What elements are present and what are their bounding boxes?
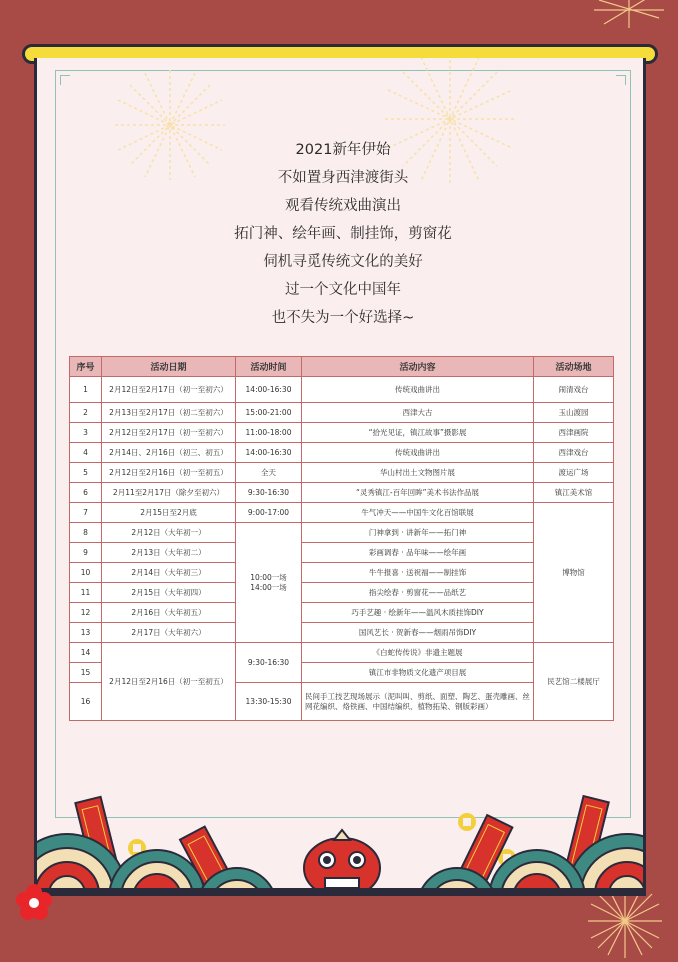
lion-dance-head-icon bbox=[304, 830, 380, 894]
intro-poem bbox=[37, 136, 646, 332]
table-row bbox=[70, 423, 614, 443]
schedule-table bbox=[69, 356, 614, 721]
cell-time-merged: 10:00一场 14:00一场 bbox=[236, 523, 302, 643]
table-row bbox=[70, 377, 614, 403]
table-row bbox=[70, 603, 614, 623]
cell-no: 5 bbox=[70, 463, 102, 483]
cell-content: 传统戏曲讲出 bbox=[302, 443, 534, 463]
cell-date-merged: 2月12日至2月16日（初一至初五） bbox=[102, 643, 236, 721]
bottom-decoration bbox=[37, 748, 646, 894]
cell-content: 牛牛报喜 · 送祝福——制挂饰 bbox=[302, 563, 534, 583]
cell-no: 15 bbox=[70, 663, 102, 683]
cell-no: 1 bbox=[70, 377, 102, 403]
cell-time: 13:30-15:30 bbox=[236, 683, 302, 721]
header-date: 活动日期 bbox=[102, 357, 236, 377]
header-time: 活动时间 bbox=[236, 357, 302, 377]
cell-content: “拾光见证，镇江故事”摄影展 bbox=[302, 423, 534, 443]
cell-date: 2月13日（大年初二） bbox=[102, 543, 236, 563]
table-row bbox=[70, 643, 614, 663]
cell-venue: 渡运广场 bbox=[534, 463, 614, 483]
poem-line: 2021新年伊始 bbox=[295, 142, 391, 158]
cell-time: 全天 bbox=[236, 463, 302, 483]
table-row bbox=[70, 583, 614, 603]
cell-content: 西津大古 bbox=[302, 403, 534, 423]
poem-line: 观看传统戏曲演出 bbox=[285, 198, 401, 214]
cell-date: 2月13日至2月17日（初二至初六） bbox=[102, 403, 236, 423]
cell-content: 《白蛇传传说》非遗主题展 bbox=[302, 643, 534, 663]
firework-top-right bbox=[594, 0, 664, 30]
cell-content: 彩画调春 · 品年味——绘年画 bbox=[302, 543, 534, 563]
cell-time: 11:00-18:00 bbox=[236, 423, 302, 443]
cell-date: 2月11至2月17日（除夕至初六） bbox=[102, 483, 236, 503]
table-row bbox=[70, 443, 614, 463]
cell-time: 14:00-16:30 bbox=[236, 443, 302, 463]
cell-no: 12 bbox=[70, 603, 102, 623]
table-row bbox=[70, 483, 614, 503]
cell-time: 9:30-16:30 bbox=[236, 483, 302, 503]
cell-no: 3 bbox=[70, 423, 102, 443]
cell-date: 2月12日（大年初一） bbox=[102, 523, 236, 543]
cell-no: 8 bbox=[70, 523, 102, 543]
cell-no: 11 bbox=[70, 583, 102, 603]
cell-no: 2 bbox=[70, 403, 102, 423]
cell-time: 9:00-17:00 bbox=[236, 503, 302, 523]
poem-line: 伺机寻觅传统文化的美好 bbox=[263, 254, 423, 270]
cell-no: 7 bbox=[70, 503, 102, 523]
scroll-bottom-rod bbox=[34, 888, 646, 896]
table-header-row bbox=[70, 357, 614, 377]
table-row bbox=[70, 523, 614, 543]
cell-date: 2月12日至2月16日（初一至初五） bbox=[102, 463, 236, 483]
cell-time-merged: 9:30-16:30 bbox=[236, 643, 302, 683]
poem-line: 过一个文化中国年 bbox=[285, 282, 401, 298]
cell-content: 传统戏曲讲出 bbox=[302, 377, 534, 403]
cell-venue: 西津戏台 bbox=[534, 443, 614, 463]
cell-content: “灵秀镇江-百年回眸”美术书法作品展 bbox=[302, 483, 534, 503]
cell-no: 14 bbox=[70, 643, 102, 663]
flower-icon bbox=[16, 884, 52, 920]
cell-content: 华山村出土文物图片展 bbox=[302, 463, 534, 483]
poem-line: 不如置身西津渡街头 bbox=[277, 170, 409, 186]
cell-content: 民间手工技艺现场展示（泥叫叫、剪纸、面塑、陶艺、蛋壳雕画、丝网花编织、烙铁画、中国结编织、植物拓染、钢版彩画） bbox=[302, 683, 534, 721]
cell-date: 2月12日至2月17日（初一至初六） bbox=[102, 377, 236, 403]
cell-date: 2月17日（大年初六） bbox=[102, 623, 236, 643]
wave-pattern-right bbox=[417, 834, 646, 894]
cell-no: 13 bbox=[70, 623, 102, 643]
header-content: 活动内容 bbox=[302, 357, 534, 377]
cell-date: 2月15日（大年初四） bbox=[102, 583, 236, 603]
table-row bbox=[70, 403, 614, 423]
coin-icon bbox=[458, 813, 476, 831]
cell-content: 国风艺长 · 贺新春——烟雨吊饰DIY bbox=[302, 623, 534, 643]
cell-no: 6 bbox=[70, 483, 102, 503]
cell-no: 16 bbox=[70, 683, 102, 721]
cell-venue: 玉山渡园 bbox=[534, 403, 614, 423]
cell-content: 巧手艺趣 · 绘新年——温风木质挂饰DIY bbox=[302, 603, 534, 623]
cell-no: 9 bbox=[70, 543, 102, 563]
cell-no: 10 bbox=[70, 563, 102, 583]
table-row bbox=[70, 463, 614, 483]
frame-corner bbox=[60, 75, 70, 85]
cell-date: 2月12日至2月17日（初一至初六） bbox=[102, 423, 236, 443]
cell-no: 4 bbox=[70, 443, 102, 463]
cell-time: 15:00-21:00 bbox=[236, 403, 302, 423]
header-no: 序号 bbox=[70, 357, 102, 377]
table-row bbox=[70, 623, 614, 643]
table-row bbox=[70, 563, 614, 583]
cell-venue-merged: 民艺馆二楼展厅 bbox=[534, 643, 614, 721]
cell-date: 2月14日（大年初三） bbox=[102, 563, 236, 583]
cell-date: 2月16日（大年初五） bbox=[102, 603, 236, 623]
cell-time: 14:00-16:30 bbox=[236, 377, 302, 403]
cell-content: 牛气冲天——中国牛文化百馆联展 bbox=[302, 503, 534, 523]
header-venue: 活动场地 bbox=[534, 357, 614, 377]
cell-date: 2月15日至2月底 bbox=[102, 503, 236, 523]
scroll-paper bbox=[34, 58, 646, 894]
cell-date: 2月14日、2月16日（初三、初五） bbox=[102, 443, 236, 463]
frame-corner bbox=[616, 75, 626, 85]
cell-venue: 西津画院 bbox=[534, 423, 614, 443]
table-row bbox=[70, 543, 614, 563]
cell-venue: 闹清戏台 bbox=[534, 377, 614, 403]
cell-content: 镇江市非物质文化遗产项目展 bbox=[302, 663, 534, 683]
cell-content: 指尖绘春 · 剪窗花——品纸艺 bbox=[302, 583, 534, 603]
cell-content: 门神拿到 · 讲新年——拓门神 bbox=[302, 523, 534, 543]
table-row bbox=[70, 503, 614, 523]
poem-line: 也不失为一个好选择~ bbox=[271, 310, 415, 326]
cell-venue-merged: 博物馆 bbox=[534, 503, 614, 643]
poem-line: 拓门神、绘年画、制挂饰，剪窗花 bbox=[234, 226, 452, 242]
wave-pattern-left bbox=[37, 834, 277, 894]
cell-venue: 镇江美术馆 bbox=[534, 483, 614, 503]
